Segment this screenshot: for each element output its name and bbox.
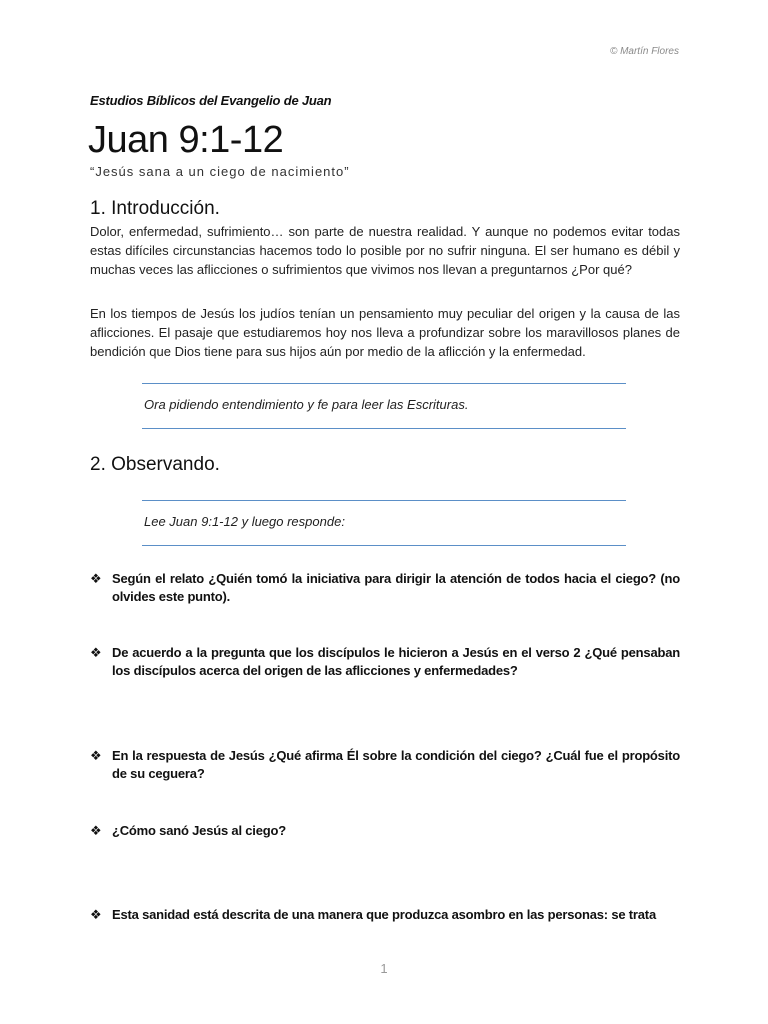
- prayer-callout-text: Ora pidiendo entendimiento y fe para leer las Escrituras.: [144, 397, 469, 412]
- diamond-bullet-icon: ❖: [90, 571, 102, 586]
- diamond-bullet-icon: ❖: [90, 748, 102, 763]
- page-number: 1: [380, 961, 388, 976]
- intro-paragraph-1: Dolor, enfermedad, sufrimiento… son parte de nuestra realidad. Y aunque no podemos evitar todas estas difíciles circunstancias hacemos todo lo posible por no sufrir ninguna. El ser humano es débil y muchas veces las aflicciones o sufrimientos que vivimos nos llevan a preguntarnos ¿Por qué?: [90, 224, 680, 277]
- question-text: ¿Cómo sanó Jesús al ciego?: [112, 823, 286, 838]
- diamond-bullet-icon: ❖: [90, 907, 102, 922]
- page-subtitle: “Jesús sana a un ciego de nacimiento”: [90, 164, 350, 179]
- question-item: [90, 747, 680, 783]
- question-text: Esta sanidad está descrita de una manera que produzca asombro en las personas: se trata: [112, 907, 656, 922]
- question-item: [90, 644, 680, 680]
- diamond-bullet-icon: ❖: [90, 645, 102, 660]
- question-text: De acuerdo a la pregunta que los discípulos le hicieron a Jesús en el verso 2 ¿Qué pensaban los discípulos acerca del origen de las aflicciones y enfermedades?: [112, 645, 680, 678]
- question-text: Según el relato ¿Quién tomó la iniciativa para dirigir la atención de todos hacia el ciego? (no olvides este punto).: [112, 571, 680, 604]
- intro-paragraph-2: En los tiempos de Jesús los judíos tenían un pensamiento muy peculiar del origen y la causa de las aflicciones. El pasaje que estudiaremos hoy nos lleva a profundizar sobre los maravillosos planes de bendición que Dios tiene para sus hijos aún por medio de la aflicción y la enfermedad.: [90, 306, 680, 359]
- diamond-bullet-icon: ❖: [90, 823, 102, 838]
- section-heading-observando: 2. Observando.: [90, 454, 220, 475]
- reading-callout: [142, 500, 626, 546]
- reading-callout-text: Lee Juan 9:1-12 y luego responde:: [144, 514, 345, 529]
- question-item: [90, 822, 680, 840]
- question-item: [90, 906, 680, 924]
- page-title: Juan 9:1-12: [88, 119, 284, 161]
- question-text: En la respuesta de Jesús ¿Qué afirma Él sobre la condición del ciego? ¿Cuál fue el propósito de su ceguera?: [112, 748, 680, 781]
- copyright-note: © Martín Flores: [609, 46, 679, 57]
- section-heading-introduccion: 1. Introducción.: [90, 198, 220, 219]
- question-item: [90, 570, 680, 606]
- series-title: Estudios Bíblicos del Evangelio de Juan: [90, 93, 332, 108]
- prayer-callout: [142, 383, 626, 429]
